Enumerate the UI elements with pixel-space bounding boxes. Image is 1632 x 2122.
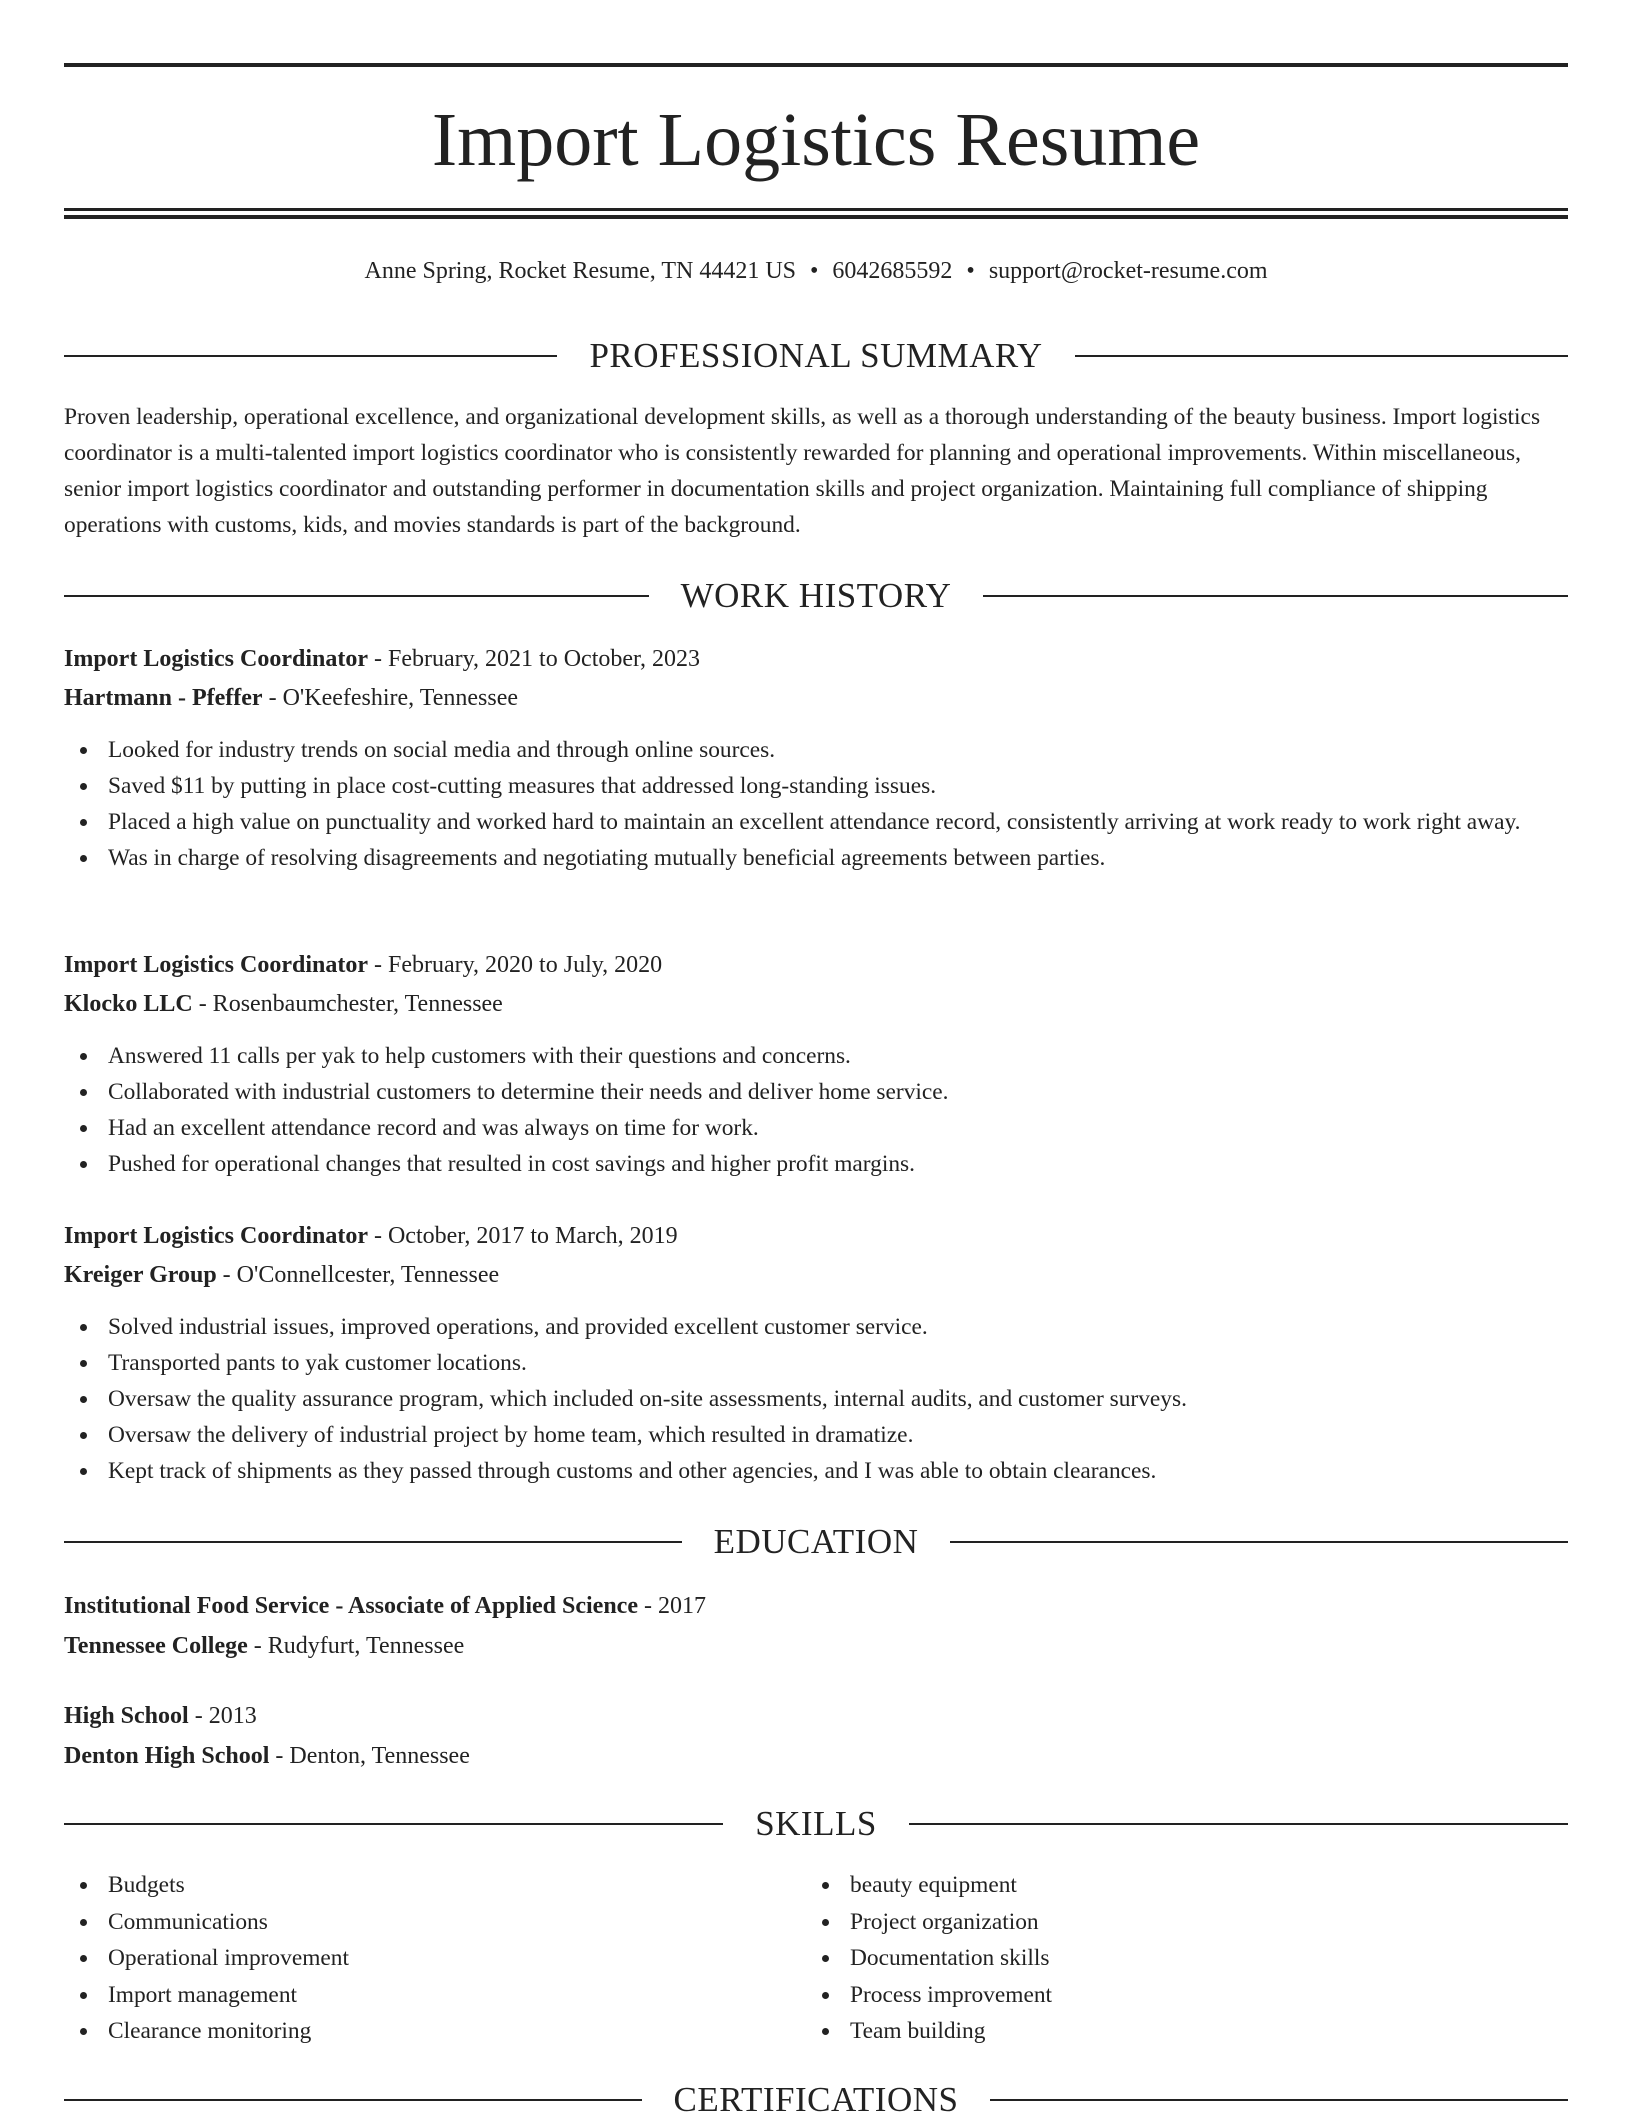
title-underline-rule <box>64 208 1568 211</box>
divider <box>64 1541 682 1543</box>
skill-item: Operational improvement <box>108 1940 349 1977</box>
education-school-line <box>64 1736 1568 1776</box>
education-degree: Institutional Food Service - Associate of Applied Science <box>64 1593 638 1619</box>
divider <box>950 1541 1568 1543</box>
section-title: PROFESSIONAL SUMMARY <box>589 336 1043 375</box>
job-bullet: Collaborated with industrial customers to determine their needs and deliver home service. <box>108 1074 1568 1110</box>
education-school-line <box>64 1626 1568 1666</box>
job-bullet: Oversaw the quality assurance program, which included on-site assessments, internal audits, and customer surveys. <box>108 1381 1568 1417</box>
section-title: EDUCATION <box>713 1522 919 1561</box>
job-bullet: Pushed for operational changes that resulted in cost savings and higher profit margins. <box>108 1146 1568 1182</box>
job-bullets <box>64 1309 1568 1489</box>
title-underline-rule-second <box>64 215 1568 219</box>
job-bullet: Transported pants to yak customer locations. <box>108 1345 1568 1381</box>
job-entry <box>64 946 1568 1182</box>
divider <box>990 2099 1568 2101</box>
skill-item: Team building <box>850 2013 1052 2050</box>
education-location: - Denton, Tennessee <box>269 1743 470 1769</box>
education-degree: High School <box>64 1703 189 1729</box>
job-bullet: Kept track of shipments as they passed through customs and other agencies, and I was able to obtain clearances. <box>108 1453 1568 1489</box>
skills-list-left <box>64 1867 349 2050</box>
job-bullet: Placed a high value on punctuality and worked hard to maintain an excellent attendance record, consistently arriving at work ready to work right away. <box>108 804 1568 840</box>
divider <box>64 1823 723 1825</box>
job-bullet: Solved industrial issues, improved operations, and provided excellent customer service. <box>108 1309 1568 1345</box>
contact-address: Anne Spring, Rocket Resume, TN 44421 US <box>364 258 797 284</box>
top-rule <box>64 63 1568 67</box>
section-heading-summary <box>64 334 1568 378</box>
divider <box>983 595 1568 597</box>
job-company: Kreiger Group <box>64 1262 217 1288</box>
job-location: - Rosenbaumchester, Tennessee <box>192 991 503 1017</box>
section-heading-skills <box>64 1802 1568 1846</box>
section-title: SKILLS <box>755 1804 877 1843</box>
job-entry <box>64 640 1568 876</box>
divider <box>64 595 649 597</box>
section-heading-education <box>64 1520 1568 1564</box>
job-bullet: Answered 11 calls per yak to help customers with their questions and concerns. <box>108 1038 1568 1074</box>
education-entry <box>64 1696 1568 1776</box>
job-title: Import Logistics Coordinator <box>64 646 368 672</box>
job-bullet: Oversaw the delivery of industrial project by home team, which resulted in dramatize. <box>108 1417 1568 1453</box>
divider <box>909 1823 1568 1825</box>
contact-line <box>64 254 1568 288</box>
contact-email: support@rocket-resume.com <box>988 258 1268 284</box>
contact-separator: • <box>966 258 975 284</box>
job-bullet: Looked for industry trends on social media and through online sources. <box>108 732 1568 768</box>
education-degree-line <box>64 1586 1568 1626</box>
contact-phone: 6042685592 <box>832 258 953 284</box>
education-school: Tennessee College <box>64 1633 248 1659</box>
education-degree-line <box>64 1696 1568 1736</box>
job-bullets <box>64 1038 1568 1182</box>
skill-item: Process improvement <box>850 1977 1052 2014</box>
job-title-line <box>64 1217 1568 1256</box>
job-bullet: Was in charge of resolving disagreements and negotiating mutually beneficial agreements between parties. <box>108 840 1568 876</box>
skills-list-right <box>806 1867 1052 2050</box>
skill-item: Budgets <box>108 1867 349 1904</box>
job-bullet: Saved $11 by putting in place cost-cutting measures that addressed long-standing issues. <box>108 768 1568 804</box>
skill-item: Import management <box>108 1977 349 2014</box>
job-company-line <box>64 1256 1568 1295</box>
job-location: - O'Connellcester, Tennessee <box>216 1262 500 1288</box>
job-company-line <box>64 679 1568 718</box>
section-heading-certifications <box>64 2078 1568 2122</box>
education-entry <box>64 1586 1568 1666</box>
contact-separator: • <box>810 258 819 284</box>
job-title-line <box>64 946 1568 985</box>
job-title: Import Logistics Coordinator <box>64 1223 368 1249</box>
skill-item: Communications <box>108 1904 349 1941</box>
section-heading-work-history <box>64 574 1568 618</box>
education-year: - 2013 <box>188 1703 257 1729</box>
section-title: CERTIFICATIONS <box>673 2080 959 2119</box>
job-company: Klocko LLC <box>64 991 193 1017</box>
divider <box>1075 355 1568 357</box>
job-dates: - October, 2017 to March, 2019 <box>367 1223 678 1249</box>
skill-item: beauty equipment <box>850 1867 1052 1904</box>
job-bullet: Had an excellent attendance record and was always on time for work. <box>108 1110 1568 1146</box>
job-dates: - February, 2021 to October, 2023 <box>367 646 701 672</box>
education-year: - 2017 <box>637 1593 706 1619</box>
divider <box>64 355 557 357</box>
divider <box>64 2099 642 2101</box>
education-location: - Rudyfurt, Tennessee <box>247 1633 465 1659</box>
skill-item: Documentation skills <box>850 1940 1052 1977</box>
job-company: Hartmann - Pfeffer <box>64 685 263 711</box>
summary-text: Proven leadership, operational excellence, and organizational development skills, as well as a thorough understanding of the beauty business. Import logistics coordinator is a multi-talented import logistics coordinator who is consistently rewarded for planning and operational improvements. Within miscellaneous, senior import logistics coordinator and outstanding performer in documentation skills and project organization. Maintaining full compliance of shipping operations with customs, kids, and movies standards is part of the background. <box>64 404 1541 538</box>
job-dates: - February, 2020 to July, 2020 <box>367 952 663 978</box>
job-entry <box>64 1217 1568 1489</box>
education-school: Denton High School <box>64 1743 270 1769</box>
section-title: WORK HISTORY <box>680 576 952 615</box>
skill-item: Project organization <box>850 1904 1052 1941</box>
job-company-line <box>64 985 1568 1024</box>
job-location: - O'Keefeshire, Tennessee <box>262 685 519 711</box>
job-title: Import Logistics Coordinator <box>64 952 368 978</box>
job-bullets <box>64 732 1568 876</box>
job-title-line <box>64 640 1568 679</box>
skill-item: Clearance monitoring <box>108 2013 349 2050</box>
resume-title: Import Logistics Resume <box>431 98 1201 182</box>
